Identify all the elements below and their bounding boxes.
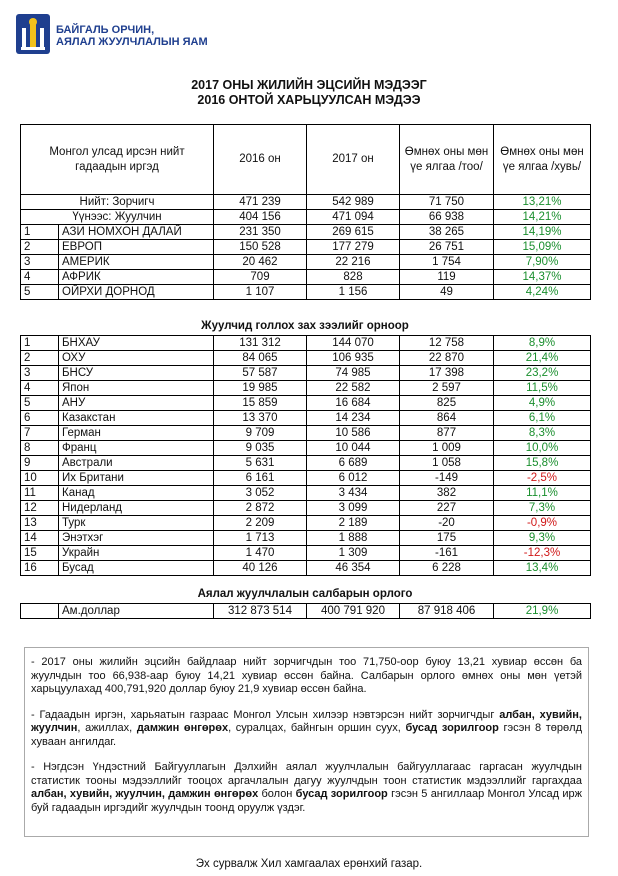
- col-header-2016: 2016 он: [214, 125, 307, 195]
- country-row: [21, 381, 591, 396]
- country-row: [21, 411, 591, 426]
- value-diff: 864: [400, 411, 494, 426]
- value-diff: 877: [400, 426, 494, 441]
- value-pct: 7,90%: [494, 255, 591, 270]
- row-number: 2: [21, 240, 59, 255]
- value-2017: 269 615: [307, 225, 400, 240]
- value-diff: 38 265: [400, 225, 494, 240]
- country-row: [21, 546, 591, 561]
- row-number: 13: [21, 516, 59, 531]
- value-2016: 312 873 514: [214, 604, 307, 619]
- country-row: [21, 426, 591, 441]
- value-pct: -12,3%: [494, 546, 591, 561]
- row-number: 15: [21, 546, 59, 561]
- value-2017: 74 985: [307, 366, 400, 381]
- value-diff: 12 758: [400, 336, 494, 351]
- value-2016: 9 709: [214, 426, 307, 441]
- value-2016: 15 859: [214, 396, 307, 411]
- value-pct: 14,21%: [494, 210, 591, 225]
- row-number: 12: [21, 501, 59, 516]
- value-pct: 14,37%: [494, 270, 591, 285]
- summary-table: [20, 124, 591, 300]
- note-paragraph-1: - 2017 оны жилийн эцсийн байдлаар нийт зорчигчдын тоо 71,750-оор буюу 13,21 хувиар өссөн ба жуулчдын тоо 66,938-аар буюу 14,21 хувиар өссөн байна. Салбарын орлого өмнөх оны мөн үетэй харьцуулахад 400,791,920 доллар буюу 21,9 хувиар өссөн байна.: [31, 656, 582, 695]
- org-name: БАЙГАЛЬ ОРЧИН, АЯЛАЛ ЖУУЛЧЛАЛЫН ЯАМ: [56, 24, 208, 48]
- row-number: 16: [21, 561, 59, 576]
- notes-box: [24, 647, 589, 837]
- value-diff: 87 918 406: [400, 604, 494, 619]
- value-pct: 8,3%: [494, 426, 591, 441]
- row-number: 9: [21, 456, 59, 471]
- row-label: Их Британи: [59, 471, 214, 486]
- value-pct: 9,3%: [494, 531, 591, 546]
- value-2017: 16 684: [307, 396, 400, 411]
- value-pct: 21,9%: [494, 604, 591, 619]
- region-row: [21, 240, 591, 255]
- value-diff: 1 009: [400, 441, 494, 456]
- row-label: ОЙРХИ ДОРНОД: [59, 285, 214, 300]
- value-2016: 2 872: [214, 501, 307, 516]
- row-label: Франц: [59, 441, 214, 456]
- value-pct: 23,2%: [494, 366, 591, 381]
- row-label: Үүнээс: Жуулчин: [21, 210, 214, 225]
- value-2016: 19 985: [214, 381, 307, 396]
- country-row: [21, 471, 591, 486]
- report-title-line1: 2017 ОНЫ ЖИЛИЙН ЭЦСИЙН МЭДЭЭГ: [191, 78, 427, 92]
- row-label: Украйн: [59, 546, 214, 561]
- country-row: [21, 366, 591, 381]
- col-header-group: Монгол улсад ирсэн нийт гадаадын иргэд: [21, 125, 214, 195]
- value-2016: 40 126: [214, 561, 307, 576]
- col-header-2017: 2017 он: [307, 125, 400, 195]
- value-2017: 177 279: [307, 240, 400, 255]
- row-number: 8: [21, 441, 59, 456]
- value-2016: 57 587: [214, 366, 307, 381]
- col-header-diff-count: Өмнөх оны мөн үе ялгаа /тоо/: [400, 125, 494, 195]
- row-label: Казакстан: [59, 411, 214, 426]
- row-label: БНСУ: [59, 366, 214, 381]
- row-number: 3: [21, 255, 59, 270]
- value-diff: 22 870: [400, 351, 494, 366]
- value-2016: 1 713: [214, 531, 307, 546]
- row-label: Австрали: [59, 456, 214, 471]
- value-pct: 11,5%: [494, 381, 591, 396]
- row-number: 10: [21, 471, 59, 486]
- value-pct: 13,21%: [494, 195, 591, 210]
- value-2017: 46 354: [307, 561, 400, 576]
- value-2017: 144 070: [307, 336, 400, 351]
- value-2016: 709: [214, 270, 307, 285]
- value-diff: 382: [400, 486, 494, 501]
- row-number: 11: [21, 486, 59, 501]
- row-number: 2: [21, 351, 59, 366]
- value-2017: 2 189: [307, 516, 400, 531]
- country-row: [21, 351, 591, 366]
- region-row: [21, 285, 591, 300]
- income-table: [20, 603, 591, 619]
- row-label: Герман: [59, 426, 214, 441]
- value-diff: 825: [400, 396, 494, 411]
- value-2017: 3 434: [307, 486, 400, 501]
- country-row: [21, 516, 591, 531]
- markets-heading: Жуулчид голлох зах зээлийг орноор: [201, 320, 409, 332]
- value-2017: 10 586: [307, 426, 400, 441]
- value-2017: 14 234: [307, 411, 400, 426]
- row-label: Канад: [59, 486, 214, 501]
- value-2016: 231 350: [214, 225, 307, 240]
- value-2016: 9 035: [214, 441, 307, 456]
- value-2017: 6 012: [307, 471, 400, 486]
- value-2017: 10 044: [307, 441, 400, 456]
- row-number: 7: [21, 426, 59, 441]
- value-2017: 828: [307, 270, 400, 285]
- value-2017: 22 582: [307, 381, 400, 396]
- income-row: [21, 604, 591, 619]
- row-label: Нийт: Зорчигч: [21, 195, 214, 210]
- row-label: ОХУ: [59, 351, 214, 366]
- summary-row: [21, 195, 591, 210]
- ministry-logo: [14, 12, 224, 62]
- value-diff: 2 597: [400, 381, 494, 396]
- value-2016: 404 156: [214, 210, 307, 225]
- value-pct: 13,4%: [494, 561, 591, 576]
- region-row: [21, 225, 591, 240]
- value-pct: 7,3%: [494, 501, 591, 516]
- country-row: [21, 336, 591, 351]
- note-paragraph-2: - Гадаадын иргэн, харьяатын газраас Монгол Улсын хилээр нэвтэрсэн нийт зорчигчдыг албан, хувийн, жуулчин, ажиллах, дамжин өнгөрөх, суралцах, байнгын оршин суух, бусад зорилгоор гэсэн 8 төрөлд хуваан ангилдаг.: [31, 708, 582, 748]
- region-row: [21, 255, 591, 270]
- value-2016: 1 470: [214, 546, 307, 561]
- value-2017: 542 989: [307, 195, 400, 210]
- row-label: БНХАУ: [59, 336, 214, 351]
- value-2016: 150 528: [214, 240, 307, 255]
- row-number: 4: [21, 381, 59, 396]
- value-2017: 1 888: [307, 531, 400, 546]
- value-diff: -20: [400, 516, 494, 531]
- row-label: Энэтхэг: [59, 531, 214, 546]
- value-2016: 3 052: [214, 486, 307, 501]
- value-2016: 84 065: [214, 351, 307, 366]
- value-pct: 10,0%: [494, 441, 591, 456]
- value-pct: -0,9%: [494, 516, 591, 531]
- value-pct: 14,19%: [494, 225, 591, 240]
- row-label: Нидерланд: [59, 501, 214, 516]
- row-number: 14: [21, 531, 59, 546]
- value-2016: 20 462: [214, 255, 307, 270]
- value-diff: 49: [400, 285, 494, 300]
- value-pct: 21,4%: [494, 351, 591, 366]
- row-label: АФРИК: [59, 270, 214, 285]
- row-number: [21, 604, 59, 619]
- value-diff: 71 750: [400, 195, 494, 210]
- country-row: [21, 561, 591, 576]
- value-pct: 11,1%: [494, 486, 591, 501]
- value-diff: 17 398: [400, 366, 494, 381]
- row-label: АМЕРИК: [59, 255, 214, 270]
- income-heading: Аялал жуулчлалын салбарын орлого: [197, 588, 413, 600]
- country-row: [21, 396, 591, 411]
- row-label: Турк: [59, 516, 214, 531]
- value-diff: -149: [400, 471, 494, 486]
- value-diff: 175: [400, 531, 494, 546]
- value-2016: 1 107: [214, 285, 307, 300]
- row-label: АЗИ НОМХОН ДАЛАЙ: [59, 225, 214, 240]
- value-2016: 131 312: [214, 336, 307, 351]
- value-diff: 26 751: [400, 240, 494, 255]
- row-label: Бусад: [59, 561, 214, 576]
- row-label: АНУ: [59, 396, 214, 411]
- row-label: ЕВРОП: [59, 240, 214, 255]
- row-number: 1: [21, 225, 59, 240]
- region-row: [21, 270, 591, 285]
- value-pct: 6,1%: [494, 411, 591, 426]
- row-number: 4: [21, 270, 59, 285]
- report-title-line2: 2016 ОНТОЙ ХАРЬЦУУЛСАН МЭДЭЭ: [197, 93, 421, 107]
- value-diff: 1 754: [400, 255, 494, 270]
- value-diff: 227: [400, 501, 494, 516]
- value-diff: 66 938: [400, 210, 494, 225]
- country-row: [21, 456, 591, 471]
- value-pct: 15,8%: [494, 456, 591, 471]
- col-header-diff-pct: Өмнөх оны мөн үе ялгаа /хувь/: [494, 125, 591, 195]
- row-number: 6: [21, 411, 59, 426]
- note-paragraph-3: - Нэгдсэн Үндэстний Байгууллагын Дэлхийн аялал жуулчлалын байгууллагаас гаргасан жуулчдын статистик тооны мэдээллийг тооцох аргачлалын дагуу жуулчдын тоон статистик мэдээллийг гаргахдаа албан, хувийн, жуулчин, дамжин өнгөрөх болон бусад зорилгоор гэсэн 5 ангиллаар Монгол Улсад ирж буй гадаадын иргэдийг жуулчдын тоонд оруулж үздэг.: [31, 761, 582, 814]
- value-2017: 6 689: [307, 456, 400, 471]
- value-diff: 6 228: [400, 561, 494, 576]
- row-number: 1: [21, 336, 59, 351]
- value-2017: 471 094: [307, 210, 400, 225]
- row-label: Ам.доллар: [59, 604, 214, 619]
- source-note: Эх сурвалж Хил хамгаалах ерөнхий газар.: [195, 858, 423, 870]
- country-row: [21, 501, 591, 516]
- country-row: [21, 441, 591, 456]
- value-2017: 400 791 920: [307, 604, 400, 619]
- row-number: 5: [21, 396, 59, 411]
- row-label: Япон: [59, 381, 214, 396]
- value-2016: 13 370: [214, 411, 307, 426]
- value-2016: 5 631: [214, 456, 307, 471]
- value-pct: 15,09%: [494, 240, 591, 255]
- value-2017: 22 216: [307, 255, 400, 270]
- value-pct: 4,24%: [494, 285, 591, 300]
- value-2017: 106 935: [307, 351, 400, 366]
- value-pct: 4,9%: [494, 396, 591, 411]
- value-2017: 1 309: [307, 546, 400, 561]
- value-2017: 3 099: [307, 501, 400, 516]
- value-diff: 1 058: [400, 456, 494, 471]
- value-2016: 471 239: [214, 195, 307, 210]
- row-number: 5: [21, 285, 59, 300]
- emblem-icon: [16, 14, 50, 54]
- markets-table: [20, 335, 591, 576]
- value-diff: 119: [400, 270, 494, 285]
- value-2016: 2 209: [214, 516, 307, 531]
- value-2017: 1 156: [307, 285, 400, 300]
- value-2016: 6 161: [214, 471, 307, 486]
- value-pct: 8,9%: [494, 336, 591, 351]
- row-number: 3: [21, 366, 59, 381]
- summary-row: [21, 210, 591, 225]
- country-row: [21, 531, 591, 546]
- country-row: [21, 486, 591, 501]
- value-diff: -161: [400, 546, 494, 561]
- value-pct: -2,5%: [494, 471, 591, 486]
